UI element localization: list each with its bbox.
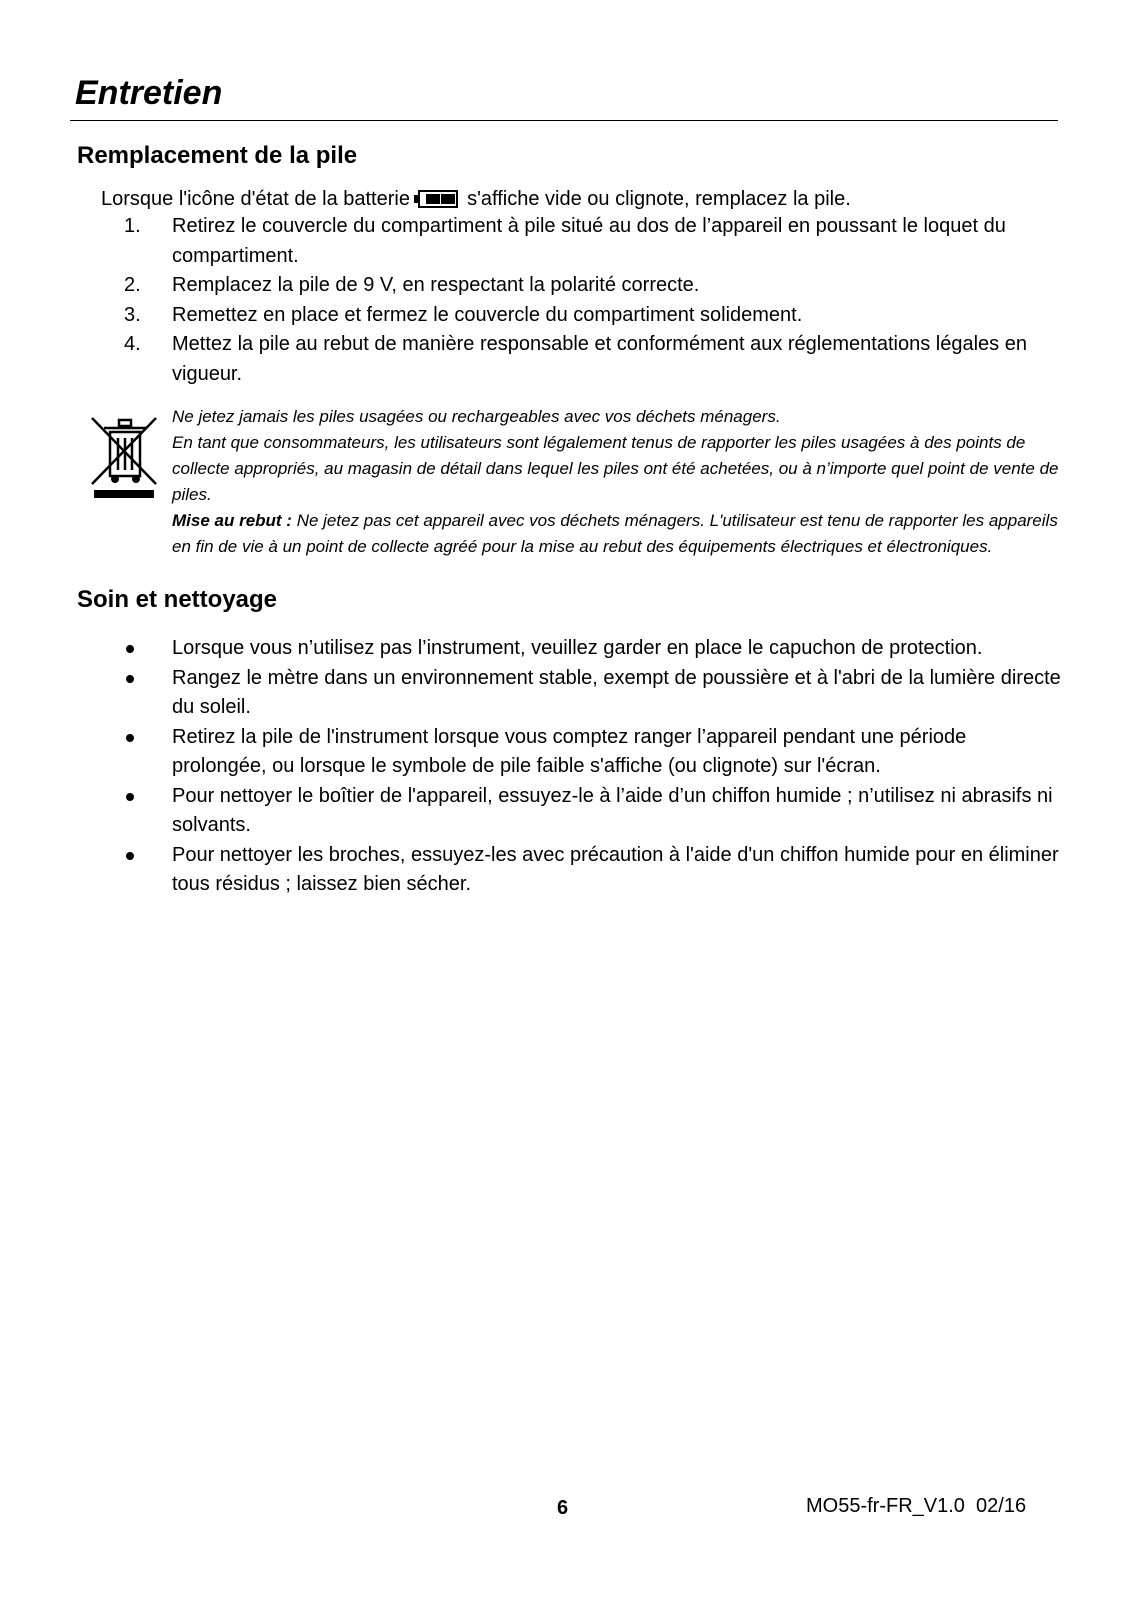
step-text: Remettez en place et fermez le couvercle du compartiment solidement. (172, 303, 803, 326)
bullet-text: Pour nettoyer les broches, essuyez-les avec précaution à l'aide d'un chiffon humide pour en éliminer tous résidus ; laissez bien sécher. (172, 843, 1059, 895)
step-text: Retirez le couvercle du compartiment à pile situé au dos de l’appareil en poussant le loquet du compartiment. (172, 215, 1006, 267)
battery-status-icon (418, 190, 458, 208)
weee-notice (82, 404, 1062, 560)
page-number: 6 (557, 1497, 569, 1519)
disposal-text: Ne jetez pas cet appareil avec vos déchets ménagers. L'utilisateur est tenu de rapporter les appareils en fin de vie à un point de collecte agréé pour la mise au rebut des équipements électriques et électroniques. (172, 511, 1058, 556)
disposal-label: Mise au rebut : (172, 511, 292, 530)
care-bullets-list (124, 634, 1064, 900)
notice-disposal (172, 508, 1062, 560)
title-divider (70, 120, 1058, 121)
bullet-dot (126, 734, 134, 742)
step-text: Mettez la pile au rebut de manière responsable et conformément aux réglementations légales en vigueur. (172, 333, 1027, 385)
list-item (124, 841, 1064, 900)
list-item (124, 330, 1064, 389)
crossed-out-wheelie-bin-icon (88, 410, 160, 502)
bullet-dot (126, 793, 134, 801)
battery-steps-list (124, 212, 1064, 389)
list-item (124, 271, 1064, 301)
step-number: 1. (124, 215, 141, 237)
intro-text-before: Lorsque l'icône d'état de la batterie (101, 188, 410, 210)
notice-line-2: En tant que consommateurs, les utilisateurs sont légalement tenus de rapporter les piles usagées à des points de collecte appropriés, au magasin de détail dans lequel les piles ont été achetées, ou à n’importe quel point de vente de piles. (172, 433, 1059, 504)
list-item (124, 634, 1064, 664)
bullet-text: Pour nettoyer le boîtier de l'appareil, essuyez-le à l’aide d’un chiffon humide ; n’utilisez ni abrasifs ni solvants. (172, 784, 1053, 836)
list-item (124, 782, 1064, 841)
list-item (124, 301, 1064, 331)
page-title: Entretien (75, 74, 223, 112)
step-number: 2. (124, 274, 141, 296)
bullet-text: Lorsque vous n’utilisez pas l’instrument, veuillez garder en place le capuchon de protection. (172, 637, 983, 659)
list-item (124, 723, 1064, 782)
bullet-dot (126, 645, 134, 653)
step-text: Remplacez la pile de 9 V, en respectant la polarité correcte. (172, 274, 700, 296)
bullet-text: Rangez le mètre dans un environnement stable, exempt de poussière et à l'abri de la lumière directe du soleil. (172, 666, 1061, 718)
intro-text-after: s'affiche vide ou clignote, remplacez la pile. (467, 188, 851, 210)
bullet-text: Retirez la pile de l'instrument lorsque vous comptez ranger l’appareil pendant une période prolongée, ou lorsque le symbole de pile faible s'affiche (ou clignote) sur l'écran. (172, 725, 967, 777)
battery-intro (101, 185, 851, 213)
list-item (124, 664, 1064, 723)
list-item (124, 212, 1064, 271)
step-number: 4. (124, 333, 141, 355)
document-reference: MO55-fr-FR_V1.0 02/16 (806, 1495, 1027, 1517)
step-number: 3. (124, 303, 141, 326)
bullet-dot (126, 675, 134, 683)
bullet-dot (126, 852, 134, 860)
notice-line-1: Ne jetez jamais les piles usagées ou rechargeables avec vos déchets ménagers. (172, 407, 781, 426)
section-heading-care: Soin et nettoyage (77, 586, 278, 613)
section-heading-battery: Remplacement de la pile (77, 142, 358, 169)
